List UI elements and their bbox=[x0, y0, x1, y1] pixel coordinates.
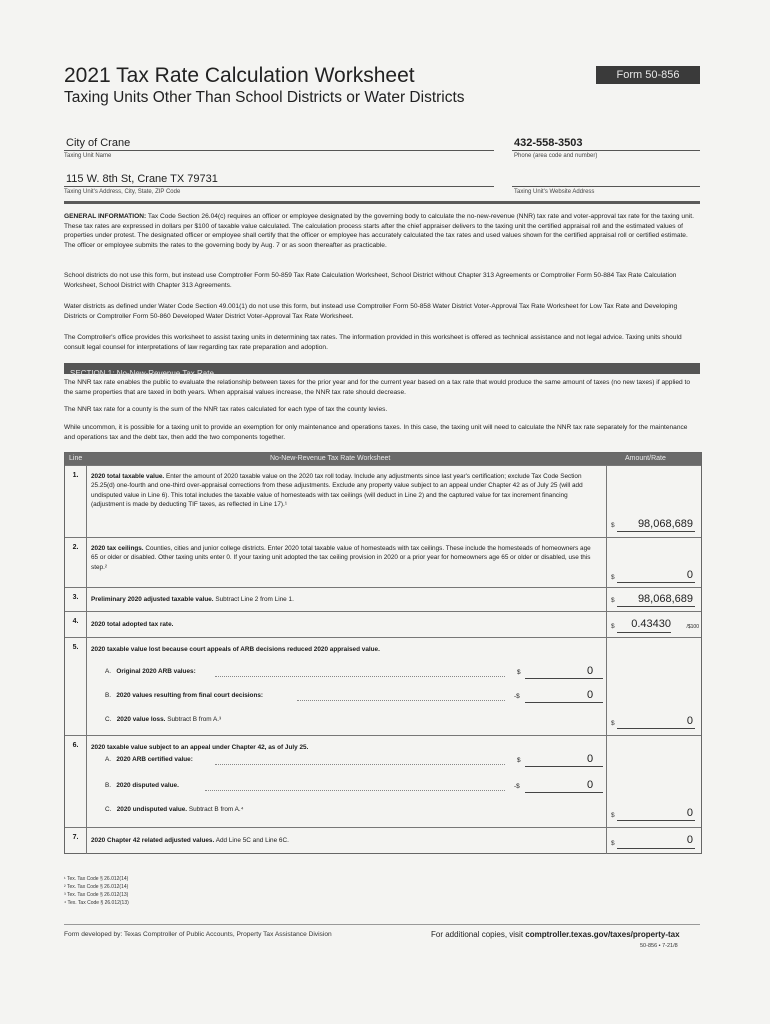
sub-title: 2020 ARB certified value: bbox=[116, 756, 193, 763]
sub-currency: -$ bbox=[514, 693, 520, 700]
currency-sign: $ bbox=[611, 840, 615, 847]
general-p3: Water districts as defined under Water Code Section 49.001(1) do not use this form, but instead use Comptroller Form 50-858 Water District Voter-Approval Tax Rate Worksheet for Low Tax Rate and Developing Districts or Comptroller Form 50-860 Developed Water District Voter-Approval Tax Rate Worksheet. bbox=[64, 303, 678, 320]
unit-name-rule bbox=[64, 150, 494, 151]
sub-line-5a bbox=[105, 668, 196, 675]
line-number: 5. bbox=[65, 638, 87, 736]
website-label: Taxing Unit's Website Address bbox=[514, 189, 595, 195]
line-text: Counties, cities and junior college districts. Enter 2020 total taxable value of homesteads with tax ceilings. These include the homesteads of homeowners age 65 or older or disabled. Other taxing units enter 0. If your taxing unit adopted the tax ceiling provision in 2020 or a prior year for homeowners age 65 or older or disabled, use this step.² bbox=[91, 545, 591, 571]
general-information bbox=[64, 212, 700, 250]
line-number: 3. bbox=[65, 588, 87, 612]
currency-sign: $ bbox=[611, 812, 615, 819]
amount-line bbox=[617, 848, 695, 849]
form-code: 50-856 • 7-21/8 bbox=[640, 943, 678, 949]
col-amount-header: Amount/Rate bbox=[625, 455, 666, 462]
address-value: 115 W. 8th St, Crane TX 79731 bbox=[66, 173, 218, 185]
page-subtitle: Taxing Units Other Than School Districts or Water Districts bbox=[64, 89, 465, 106]
amount-cell bbox=[606, 588, 701, 612]
amount-line bbox=[617, 531, 695, 532]
amount-cell bbox=[606, 466, 701, 538]
footer-copies-text: For additional copies, visit bbox=[431, 930, 526, 939]
footnote: ¹ Tex. Tax Code § 26.012(14) bbox=[64, 876, 129, 882]
currency-sign: $ bbox=[611, 574, 615, 581]
sub-currency: $ bbox=[517, 757, 521, 764]
table-row bbox=[65, 537, 701, 588]
amount-cell bbox=[606, 736, 701, 828]
sub-value-line bbox=[525, 702, 603, 703]
line-title: 2020 total taxable value. bbox=[91, 473, 165, 480]
col-line-header: Line bbox=[69, 455, 83, 462]
currency-sign: $ bbox=[611, 597, 615, 604]
sub-letter: C. bbox=[105, 716, 112, 723]
amount-line bbox=[617, 606, 695, 607]
sub-letter: B. bbox=[105, 782, 112, 789]
line-text: Add Line 5C and Line 6C. bbox=[214, 837, 289, 844]
amount-cell bbox=[606, 638, 701, 736]
amount-value: 0 bbox=[686, 569, 693, 581]
amount-line bbox=[617, 582, 695, 583]
table-row bbox=[65, 465, 701, 538]
amount-line bbox=[617, 820, 695, 821]
unit-name-label: Taxing Unit Name bbox=[64, 153, 112, 159]
address-rule bbox=[64, 186, 494, 187]
line-title: 2020 total adopted tax rate. bbox=[91, 621, 174, 628]
section-1-header bbox=[64, 363, 700, 378]
line-text: Subtract Line 2 from Line 1. bbox=[213, 596, 294, 603]
amount-value: 98,068,689 bbox=[637, 518, 693, 530]
table-row bbox=[65, 637, 701, 736]
sub-letter: B. bbox=[105, 692, 112, 699]
line-description bbox=[91, 472, 591, 510]
sub-letter: C. bbox=[105, 806, 112, 813]
footer-copies bbox=[431, 930, 680, 939]
sub-value: 0 bbox=[587, 753, 594, 765]
line-description bbox=[91, 645, 591, 654]
sub-title: 2020 disputed value. bbox=[116, 782, 179, 789]
footer-link[interactable]: comptroller.texas.gov/taxes/property-tax bbox=[525, 930, 680, 939]
sub-currency: $ bbox=[517, 669, 521, 676]
line-number: 2. bbox=[65, 538, 87, 588]
sub-title: 2020 value loss. bbox=[116, 716, 166, 723]
rate-unit: /$100 bbox=[686, 624, 699, 630]
sub-value-line bbox=[525, 766, 603, 767]
table-row bbox=[65, 827, 701, 854]
sub-line-5b bbox=[105, 692, 263, 699]
sub-title: 2020 undisputed value. bbox=[116, 806, 188, 813]
amount-cell bbox=[606, 538, 701, 588]
line-number: 4. bbox=[65, 612, 87, 638]
leader-dots bbox=[215, 676, 505, 677]
section-1-p1: The NNR tax rate enables the public to evaluate the relationship between taxes for the prior year and for the current year based on a tax rate that would produce the same amount of taxes (no new taxes) if applied to the same properties that are taxed in both years. When appraisal values increase, the NNR tax rate should decrease. bbox=[64, 379, 691, 396]
footnote: ² Tex. Tax Code § 26.012(14) bbox=[64, 884, 129, 890]
line-number: 1. bbox=[65, 466, 87, 538]
section-1-p3: While uncommon, it is possible for a taxing unit to provide an exemption for only maintenance and operations taxes. In this case, the taxing unit will need to calculate the NNR tax rate separately for the maintenance and operations tax and the debt tax, then add the two components together. bbox=[64, 424, 688, 441]
line-number: 7. bbox=[65, 828, 87, 854]
line-description bbox=[91, 544, 591, 572]
form-number-badge: Form 50-856 bbox=[596, 66, 700, 84]
table-row bbox=[65, 735, 701, 828]
currency-sign: $ bbox=[611, 720, 615, 727]
divider bbox=[64, 201, 700, 204]
section-1-p2: The NNR tax rate for a county is the sum of the NNR tax rates calculated for each type of tax the county levies. bbox=[64, 406, 388, 413]
sub-letter: A. bbox=[105, 668, 112, 675]
amount-value: 0.43430 bbox=[631, 618, 671, 630]
sub-line-6c bbox=[105, 806, 243, 813]
amount-cell bbox=[606, 612, 701, 638]
leader-dots bbox=[297, 700, 505, 701]
amount-line bbox=[617, 728, 695, 729]
table-row bbox=[65, 611, 701, 638]
footnote: ⁴ Tex. Tax Code § 26.012(13) bbox=[64, 900, 129, 906]
table-header bbox=[65, 453, 701, 465]
line-title: 2020 tax ceilings. bbox=[91, 545, 144, 552]
footer-credit: Form developed by: Texas Comptroller of Public Accounts, Property Tax Assistance Division bbox=[64, 931, 332, 938]
section-1-title: SECTION 1: No-New-Revenue Tax Rate bbox=[70, 369, 214, 378]
sub-line-6a bbox=[105, 756, 193, 763]
sub-title: Original 2020 ARB values: bbox=[116, 668, 196, 675]
line-description bbox=[91, 743, 591, 752]
leader-dots bbox=[215, 764, 505, 765]
line-text: Enter the amount of 2020 taxable value on the 2020 tax roll today. Include any adjustments since last year's certification; exclude Tax Code Section 25.25(d) one-fourth and one-third over-appraisal corrections from these adjustments. Exclude any property value subject to an appeal under Chapter 42 as of July 25 (will add undisputed value in Line 6). This total includes the taxable value of homesteads with tax ceilings (will deduct in Line 2) and the captured value for tax increment financing (adjustment is made by deducting TIF taxes, as reflected in Line 17).¹ bbox=[91, 473, 583, 509]
sub-line-5c bbox=[105, 716, 221, 723]
currency-sign: $ bbox=[611, 623, 615, 630]
general-p4: The Comptroller's office provides this worksheet to assist taxing units in determining tax rates. The information provided in this worksheet is offered as technical assistance and not legal advice. Taxing units should consult legal counsel for interpretations of law regarding tax rate preparation and adoption. bbox=[64, 334, 682, 351]
phone-label: Phone (area code and number) bbox=[514, 153, 598, 159]
col-title-header: No-New-Revenue Tax Rate Worksheet bbox=[270, 455, 391, 462]
amount-cell bbox=[606, 828, 701, 854]
sub-currency: -$ bbox=[514, 783, 520, 790]
website-rule bbox=[512, 186, 700, 187]
currency-sign: $ bbox=[611, 522, 615, 529]
amount-line bbox=[617, 632, 671, 633]
sub-value: 0 bbox=[587, 689, 594, 701]
unit-name-value: City of Crane bbox=[66, 137, 131, 149]
sub-text: Subtract B from A.³ bbox=[165, 716, 222, 723]
sub-value-line bbox=[525, 792, 603, 793]
amount-value: 0 bbox=[686, 715, 693, 727]
address-label: Taxing Unit's Address, City, State, ZIP Code bbox=[64, 189, 181, 195]
line-description bbox=[91, 620, 591, 629]
nnr-worksheet-table bbox=[64, 452, 702, 854]
sub-text: Subtract B from A.⁴ bbox=[187, 806, 244, 813]
sub-title: 2020 values resulting from final court decisions: bbox=[116, 692, 264, 699]
line-title: Preliminary 2020 adjusted taxable value. bbox=[91, 596, 214, 603]
general-p2: School districts do not use this form, but instead use Comptroller Form 50-859 Tax Rate Calculation Worksheet, School District without Chapter 313 Agreements or Comptroller Form 50-884 Tax Rate Calculation Worksheet, School District with Chapter 313 Agreements. bbox=[64, 272, 677, 289]
amount-value: 0 bbox=[686, 834, 693, 846]
footer-rule bbox=[64, 924, 700, 925]
line-number: 6. bbox=[65, 736, 87, 828]
sub-value: 0 bbox=[587, 779, 594, 791]
general-p1: Tax Code Section 26.04(c) requires an officer or employee designated by the governing body to calculate the no-new-revenue (NNR) tax rate and voter-approval tax rate for the taxing unit. These tax rates are expressed in dollars per $100 of taxable value calculated. The calculation process starts after the chief appraiser delivers to the taxing unit the certified appraisal roll and the estimated values of properties under protest. The designated officer or employee shall certify that the officer or employee has accurately calculated the tax rates and used values shown for the certified appraisal roll or certified estimate. The officer or employee submits the rates to the governing body by Aug. 7 or as soon thereafter as practicable. bbox=[64, 213, 694, 249]
amount-value: 0 bbox=[686, 807, 693, 819]
footnote: ³ Tex. Tax Code § 26.012(13) bbox=[64, 892, 129, 898]
line-description bbox=[91, 595, 591, 604]
page-title: 2021 Tax Rate Calculation Worksheet bbox=[64, 64, 415, 87]
phone-value: 432-558-3503 bbox=[514, 137, 583, 149]
leader-dots bbox=[205, 790, 505, 791]
general-lead: GENERAL INFORMATION: bbox=[64, 213, 147, 220]
line-title: 2020 taxable value subject to an appeal under Chapter 42, as of July 25. bbox=[91, 744, 309, 751]
amount-value: 98,068,689 bbox=[637, 593, 693, 605]
table-row bbox=[65, 587, 701, 612]
line-description bbox=[91, 836, 591, 845]
sub-line-6b bbox=[105, 782, 179, 789]
line-title: 2020 taxable value lost because court appeals of ARB decisions reduced 2020 appraised value. bbox=[91, 646, 380, 653]
line-title: 2020 Chapter 42 related adjusted values. bbox=[91, 837, 215, 844]
sub-value: 0 bbox=[587, 665, 594, 677]
phone-rule bbox=[512, 150, 700, 151]
sub-letter: A. bbox=[105, 756, 112, 763]
sub-value-line bbox=[525, 678, 603, 679]
